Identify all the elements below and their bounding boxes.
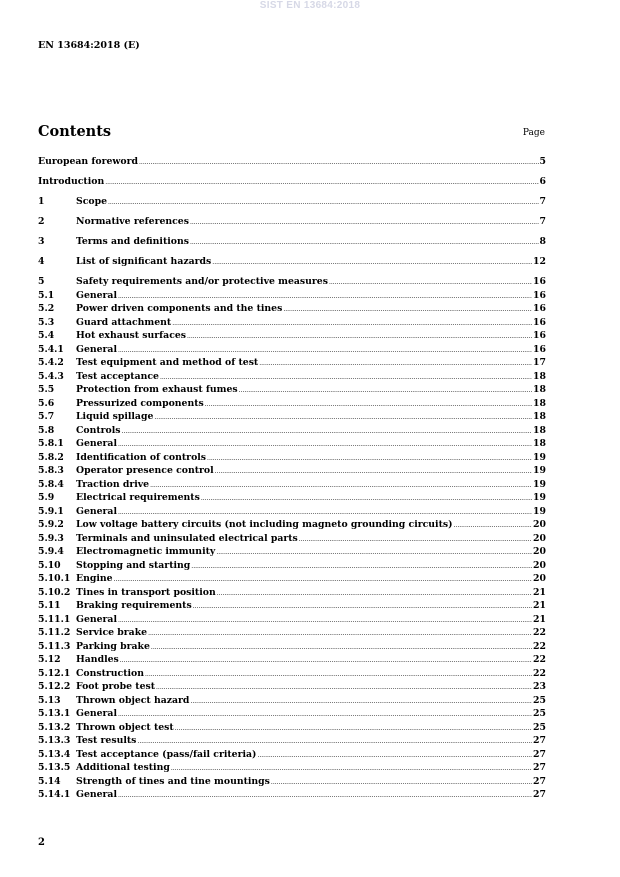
toc-entry-number: 5.8.4 [38,478,64,490]
toc-entry-page: 5 [539,156,546,167]
toc-entry-number: 5.7 [38,411,55,422]
toc-dot-leader [118,343,532,358]
toc-entry[interactable] [38,302,546,316]
toc-entry-page: 16 [533,343,546,355]
toc-dot-leader [171,761,532,776]
toc-entry-page: 7 [539,196,546,207]
toc-entry-page: 18 [533,397,546,409]
toc-entry-page: 18 [533,411,546,422]
toc-dot-leader [190,694,532,709]
toc-entry[interactable] [38,451,546,465]
toc-entry[interactable] [38,667,546,681]
toc-entry-title: Handles [76,654,119,665]
toc-entry-title: General [76,343,117,355]
toc-entry-number: 5.13.5 [38,762,71,773]
toc-entry-page: 25 [533,721,546,733]
toc-entry[interactable] [38,761,546,775]
toc-entry-title: General [76,438,117,449]
toc-entry-page: 17 [533,357,546,368]
toc-entry-title: Identification of controls [76,451,207,463]
toc-entry-number: 5.13.3 [38,735,71,746]
toc-dot-leader [283,302,532,317]
toc-entry-title: List of significant hazards [76,256,212,267]
toc-entry-number: 5.9.3 [38,532,64,544]
toc-entry[interactable] [38,215,546,229]
toc-entry-number: 5.13.4 [38,748,71,760]
toc-entry-number: 5.13 [38,694,61,706]
toc-dot-leader [148,626,532,641]
toc-dot-leader [139,155,539,170]
toc-entry[interactable] [38,356,546,370]
toc-entry-title: General [76,505,117,517]
toc-dot-leader [329,275,532,290]
toc-entry-page: 25 [533,694,546,706]
toc-entry-number: 5.9.4 [38,546,64,557]
toc-entry[interactable] [38,734,546,748]
toc-entry-title: Additional testing [76,762,170,773]
toc-entry-title: Test acceptance (pass/fail criteria) [76,748,257,760]
toc-entry-number: 5.10 [38,559,61,571]
document-id: EN 13684:2018 (E) [38,40,140,51]
toc-entry-title: Pressurized components [76,397,204,409]
toc-entry-page: 7 [539,216,546,227]
toc-entry-title: Power driven components and the tines [76,303,283,314]
toc-dot-leader [122,424,533,439]
toc-dot-leader [190,215,539,230]
toc-entry-page: 27 [533,775,546,787]
toc-entry-title: Introduction [38,176,105,187]
toc-dot-leader [120,653,532,668]
toc-entry-title: General [76,613,117,625]
toc-entry[interactable] [38,694,546,708]
toc-entry[interactable] [38,383,546,397]
toc-entry-title: Thrown object test [76,721,174,733]
toc-entry-page: 27 [533,789,546,800]
toc-entry-page: 21 [533,613,546,625]
table-of-contents [38,155,546,802]
page-column-label: Page [522,128,545,138]
page-number: 2 [38,837,45,848]
toc-entry-page: 12 [533,256,546,267]
toc-entry-page: 20 [533,532,546,544]
toc-dot-leader [207,451,532,466]
toc-entry-number: 5.6 [38,397,55,409]
toc-entry-page: 19 [533,465,546,476]
toc-entry-page: 23 [533,681,546,692]
toc-entry-title: Guard attachment [76,316,172,328]
toc-entry-title: General [76,708,117,719]
toc-dot-leader [299,532,532,547]
toc-entry-number: 5.11.2 [38,627,71,638]
toc-entry-number: 5.8 [38,424,55,436]
toc-dot-leader [257,748,532,763]
toc-entry[interactable] [38,505,546,519]
toc-entry-number: 5.4.2 [38,357,64,368]
toc-entry-page: 20 [533,559,546,571]
toc-entry-number: 5.4 [38,330,55,341]
toc-entry-title: Normative references [76,216,189,227]
toc-entry-page: 22 [533,627,546,638]
toc-entry-title: General [76,289,117,301]
toc-dot-leader [217,586,532,601]
toc-entry-number: 5.12.2 [38,681,71,692]
toc-entry-title: Terminals and uninsulated electrical parts [76,532,298,544]
toc-entry[interactable] [38,410,546,424]
toc-entry-title: Low voltage battery circuits (not including magneto grounding circuits) [76,519,453,530]
toc-dot-leader [201,491,532,506]
toc-dot-leader [215,464,532,479]
toc-entry-title: Operator presence control [76,465,214,476]
toc-entry-page: 27 [533,762,546,773]
toc-entry-title: Terms and definitions [76,236,189,247]
toc-dot-leader [191,559,532,574]
toc-entry-number: 5.11.1 [38,613,71,625]
toc-entry-number: 5.12.1 [38,667,71,679]
toc-entry-page: 18 [533,370,546,382]
toc-entry-page: 22 [533,667,546,679]
toc-dot-leader [239,383,532,398]
toc-entry-title: Construction [76,667,144,679]
toc-entry[interactable] [38,518,546,532]
toc-dot-leader [151,640,532,655]
toc-entry-title: Test acceptance [76,370,159,382]
toc-entry-title: Tines in transport position [76,586,216,598]
toc-entry-page: 8 [539,236,546,247]
toc-entry[interactable] [38,680,546,694]
toc-entry[interactable] [38,175,546,189]
toc-entry-page: 19 [533,505,546,517]
toc-entry-number: 5.9.1 [38,505,64,517]
toc-entry[interactable] [38,532,546,546]
toc-entry-title: Protection from exhaust fumes [76,384,238,395]
toc-entry-page: 19 [533,451,546,463]
toc-entry-title: Engine [76,573,113,584]
toc-entry[interactable] [38,653,546,667]
toc-entry-page: 18 [533,384,546,395]
toc-dot-leader [190,235,539,250]
toc-entry-page: 21 [533,586,546,598]
toc-entry-number: 5.10.2 [38,586,71,598]
toc-entry-title: Stopping and starting [76,559,191,571]
toc-entry[interactable] [38,329,546,343]
toc-entry[interactable] [38,343,546,357]
toc-entry-number: 5 [38,276,45,287]
toc-entry-number: 5.9.2 [38,519,64,530]
toc-entry-title: Parking brake [76,640,150,652]
toc-entry-number: 2 [38,216,45,227]
toc-entry-number: 5.8.2 [38,451,64,463]
toc-entry-title: Test results [76,735,137,746]
toc-entry-page: 27 [533,748,546,760]
toc-entry[interactable] [38,316,546,330]
toc-entry-page: 16 [533,330,546,341]
toc-dot-leader [205,397,532,412]
toc-entry[interactable] [38,599,546,613]
toc-dot-leader [108,195,539,210]
toc-entry[interactable] [38,255,546,269]
toc-dot-leader [259,356,532,371]
toc-entry[interactable] [38,424,546,438]
toc-entry-title: Traction drive [76,478,150,490]
toc-entry-title: Electromagnetic immunity [76,546,216,557]
toc-entry-page: 22 [533,640,546,652]
toc-entry[interactable] [38,586,546,600]
toc-dot-leader [454,518,533,533]
toc-dot-leader [172,316,532,331]
toc-entry-number: 5.13.1 [38,708,71,719]
toc-entry-title: European foreword [38,156,138,167]
toc-entry-number: 5.4.1 [38,343,64,355]
toc-entry-page: 16 [533,276,546,287]
toc-entry-number: 5.9 [38,492,55,503]
toc-dot-leader [118,788,532,803]
toc-entry-title: Braking requirements [76,600,192,611]
toc-entry[interactable] [38,478,546,492]
toc-dot-leader [118,505,532,520]
toc-entry-number: 4 [38,256,45,267]
toc-entry-title: Service brake [76,627,148,638]
toc-entry-number: 5.12 [38,654,61,665]
toc-entry-title: Electrical requirements [76,492,200,503]
toc-entry-page: 20 [533,546,546,557]
toc-entry[interactable] [38,788,546,802]
toc-entry-title: Controls [76,424,121,436]
toc-entry[interactable] [38,155,546,169]
toc-entry-number: 5.14 [38,775,61,787]
toc-entry-number: 5.11.3 [38,640,71,652]
toc-entry[interactable] [38,640,546,654]
toc-entry-title: Safety requirements and/or protective measures [76,276,328,287]
toc-dot-leader [156,680,532,695]
toc-entry[interactable] [38,721,546,735]
toc-entry-page: 16 [533,316,546,328]
toc-entry-number: 5.8.1 [38,438,64,449]
toc-dot-leader [105,175,538,190]
toc-entry-number: 5.10.1 [38,573,71,584]
toc-entry-page: 25 [533,708,546,719]
toc-entry-number: 5.14.1 [38,789,71,800]
toc-entry-number: 5.8.3 [38,465,64,476]
toc-entry-page: 27 [533,735,546,746]
toc-dot-leader [114,572,532,587]
toc-entry-title: General [76,789,117,800]
toc-entry-page: 20 [533,519,546,530]
toc-entry[interactable] [38,572,546,586]
toc-dot-leader [216,545,532,560]
toc-entry-number: 5.4.3 [38,370,64,382]
toc-dot-leader [212,255,532,270]
toc-dot-leader [118,613,532,628]
toc-dot-leader [271,775,532,790]
toc-dot-leader [137,734,532,749]
toc-entry-page: 22 [533,654,546,665]
toc-entry-number: 5.11 [38,600,61,611]
toc-dot-leader [118,707,532,722]
toc-entry[interactable] [38,370,546,384]
toc-dot-leader [118,437,532,452]
toc-entry[interactable] [38,464,546,478]
toc-entry[interactable] [38,707,546,721]
toc-entry-page: 16 [533,303,546,314]
toc-entry-number: 5.3 [38,316,55,328]
toc-entry-number: 5.1 [38,289,55,301]
toc-dot-leader [118,289,532,304]
toc-dot-leader [160,370,532,385]
toc-entry-title: Test equipment and method of test [76,357,259,368]
toc-entry[interactable] [38,275,546,289]
toc-entry-title: Hot exhaust surfaces [76,330,187,341]
toc-entry[interactable] [38,613,546,627]
toc-entry[interactable] [38,289,546,303]
toc-entry[interactable] [38,545,546,559]
toc-entry-number: 5.13.2 [38,721,71,733]
toc-entry-number: 1 [38,196,45,207]
toc-entry-page: 18 [533,438,546,449]
toc-entry-title: Foot probe test [76,681,156,692]
toc-entry-number: 5.5 [38,384,55,395]
toc-entry[interactable] [38,626,546,640]
toc-entry[interactable] [38,775,546,789]
toc-entry[interactable] [38,748,546,762]
toc-entry-title: Scope [76,196,107,207]
toc-entry-page: 19 [533,492,546,503]
watermark: SIST EN 13684:2018 [259,0,361,11]
toc-entry[interactable] [38,437,546,451]
toc-entry-page: 19 [533,478,546,490]
toc-dot-leader [193,599,532,614]
toc-entry-page: 21 [533,600,546,611]
toc-entry-number: 3 [38,236,45,247]
toc-entry-title: Strength of tines and tine mountings [76,775,270,787]
toc-dot-leader [175,721,532,736]
toc-entry-page: 6 [539,176,546,187]
toc-entry[interactable] [38,397,546,411]
toc-dot-leader [187,329,532,344]
toc-dot-leader [154,410,532,425]
toc-entry[interactable] [38,195,546,209]
toc-dot-leader [150,478,532,493]
toc-entry-number: 5.2 [38,303,55,314]
toc-entry[interactable] [38,235,546,249]
toc-dot-leader [145,667,532,682]
toc-entry-page: 16 [533,289,546,301]
toc-entry-title: Thrown object hazard [76,694,190,706]
toc-entry[interactable] [38,491,546,505]
page-title: Contents [38,123,112,140]
toc-entry-title: Liquid spillage [76,411,154,422]
toc-entry-page: 18 [533,424,546,436]
toc-entry[interactable] [38,559,546,573]
toc-entry-page: 20 [533,573,546,584]
